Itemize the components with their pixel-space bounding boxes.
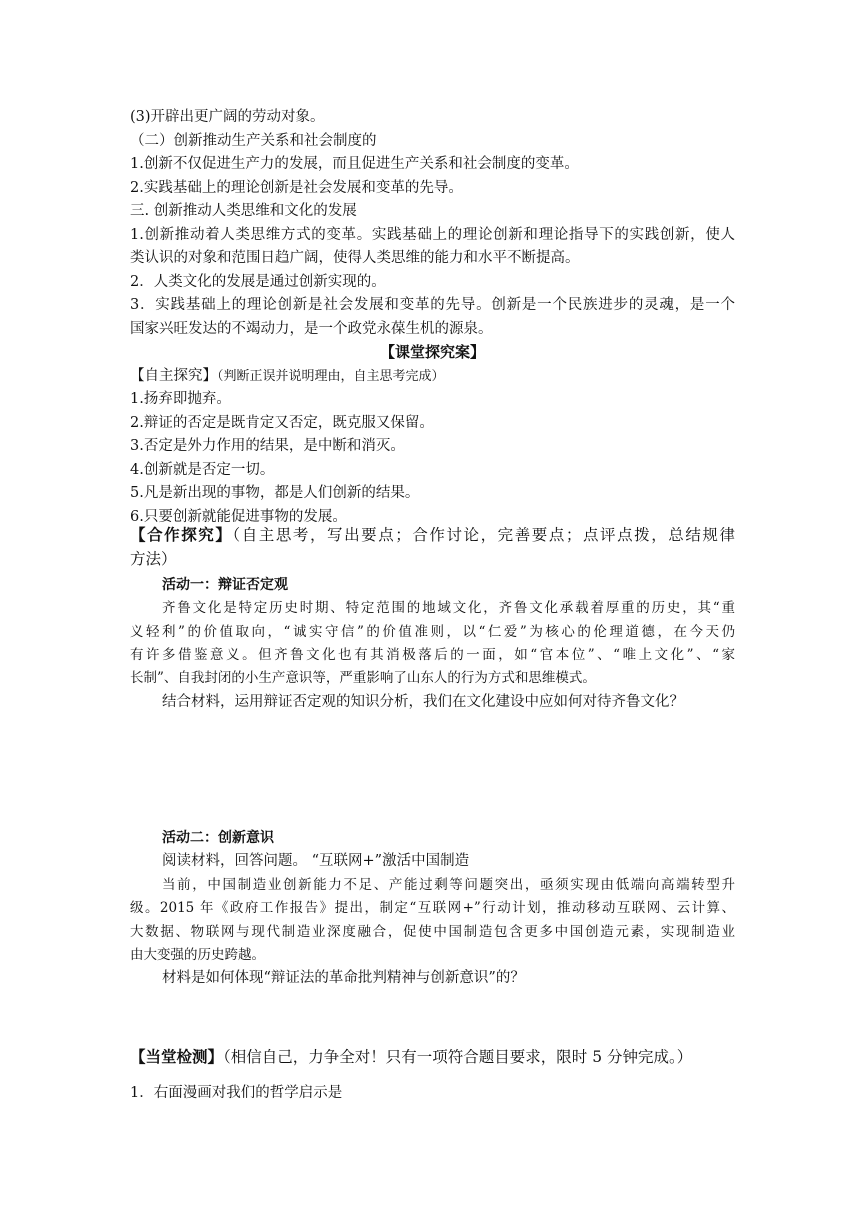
question-item: 5.凡是新出现的事物，都是人们创新的结果。 <box>130 485 420 501</box>
activity-two-title: 活动二：创新意识 <box>162 830 274 846</box>
material-line: 齐鲁文化是特定历史时期、特定范围的地域文化，齐鲁文化承载着厚重的历史，其“重 <box>162 600 735 616</box>
question-item: 2.辩证的否定是既肯定又否定，既克服又保留。 <box>130 415 434 431</box>
question-item: 6.只要创新就能促进事物的发展。 <box>130 509 347 525</box>
instruction-text: （自主思考，写出要点；合作讨论，完善要点；点评点拨，总结规律 <box>232 526 735 544</box>
instruction-text: （判断正误并说明理由，自主思考完成） <box>217 369 445 384</box>
activity-question: 材料是如何体现“辩证法的革命批判精神与创新意识”的？ <box>162 970 525 986</box>
material-line: 由大变强的历史跨越。 <box>130 947 265 963</box>
activity-question: 结合材料，运用辩证否定观的知识分析，我们在文化建设中应如何对待齐鲁文化？ <box>162 694 684 710</box>
material-line: 大数据、物联网与现代制造业深度融合，促使中国制造包含更多中国创造元素，实现制造业 <box>130 924 735 940</box>
material-intro: 阅读材料，回答问题。 “互联网+”激活中国制造 <box>162 853 470 869</box>
question-item: 4.创新就是否定一切。 <box>130 462 275 478</box>
instruction-text: 方法） <box>130 550 177 568</box>
material-line: 有许多借鉴意义。但齐鲁文化也有其消极落后的一面，如“官本位”、“唯上文化”、“家 <box>130 647 735 663</box>
question-item: 1.扬弃即抛弃。 <box>130 391 231 407</box>
material-line: 义轻利”的价值取向，“诚实守信”的价值准则，以“仁爱”为核心的伦理道德，在今天仍 <box>130 624 735 640</box>
exploration-heading <box>130 364 735 389</box>
text-line: 1.创新不仅促进生产力的发展，而且促进生产关系和社会制度的变革。 <box>130 156 579 172</box>
cooperation-heading <box>130 522 735 548</box>
label-in-class-test: 【当堂检测】 <box>130 1047 224 1066</box>
section-heading: 三. 创新推动人类思维和文化的发展 <box>130 203 357 219</box>
text-line: 国家兴旺发达的不竭动力，是一个政党永葆生机的源泉。 <box>130 321 493 337</box>
text-line: (3)开辟出更广阔的劳动对象。 <box>130 109 325 125</box>
text-line: 类认识的对象和范围日趋广阔，使得人类思维的能力和水平不断提高。 <box>130 250 580 266</box>
instruction-text: （相信自己，力争全对！只有一项符合题目要求，限时 5 分钟完成。） <box>223 1048 693 1066</box>
test-question: 1．右面漫画对我们的哲学启示是 <box>130 1085 343 1101</box>
label-self-explore: 【自主探究】 <box>130 368 217 384</box>
text-line: 2．人类文化的发展是通过创新实现的。 <box>130 274 386 290</box>
section-heading: （二）创新推动生产关系和社会制度的 <box>130 133 377 149</box>
text-line: 2.实践基础上的理论创新是社会发展和变革的先导。 <box>130 180 463 196</box>
label-cooperation: 【合作探究】 <box>130 525 233 544</box>
material-line: 长制”、自我封闭的小生产意识等，严重影响了山东人的行为方式和思维模式。 <box>130 670 596 686</box>
question-item: 3.否定是外力作用的结果，是中断和消灭。 <box>130 438 405 454</box>
in-class-test-heading <box>130 1044 735 1070</box>
text-line: 3．实践基础上的理论创新是社会发展和变革的先导。创新是一个民族进步的灵魂，是一个 <box>130 297 735 313</box>
page-section-title: 【课堂探究案】 <box>379 343 485 361</box>
activity-one-title: 活动一：辩证否定观 <box>162 577 288 593</box>
text-line: 1.创新推动着人类思维方式的变革。实践基础上的理论创新和理论指导下的实践创新，使人 <box>130 227 735 243</box>
material-line: 当前，中国制造业创新能力不足、产能过剩等问题突出，亟须实现由低端向高端转型升 <box>162 877 735 893</box>
material-line: 级。2015 年《政府工作报告》提出，制定“互联网+”行动计划，推动移动互联网、云计算、 <box>130 900 735 916</box>
